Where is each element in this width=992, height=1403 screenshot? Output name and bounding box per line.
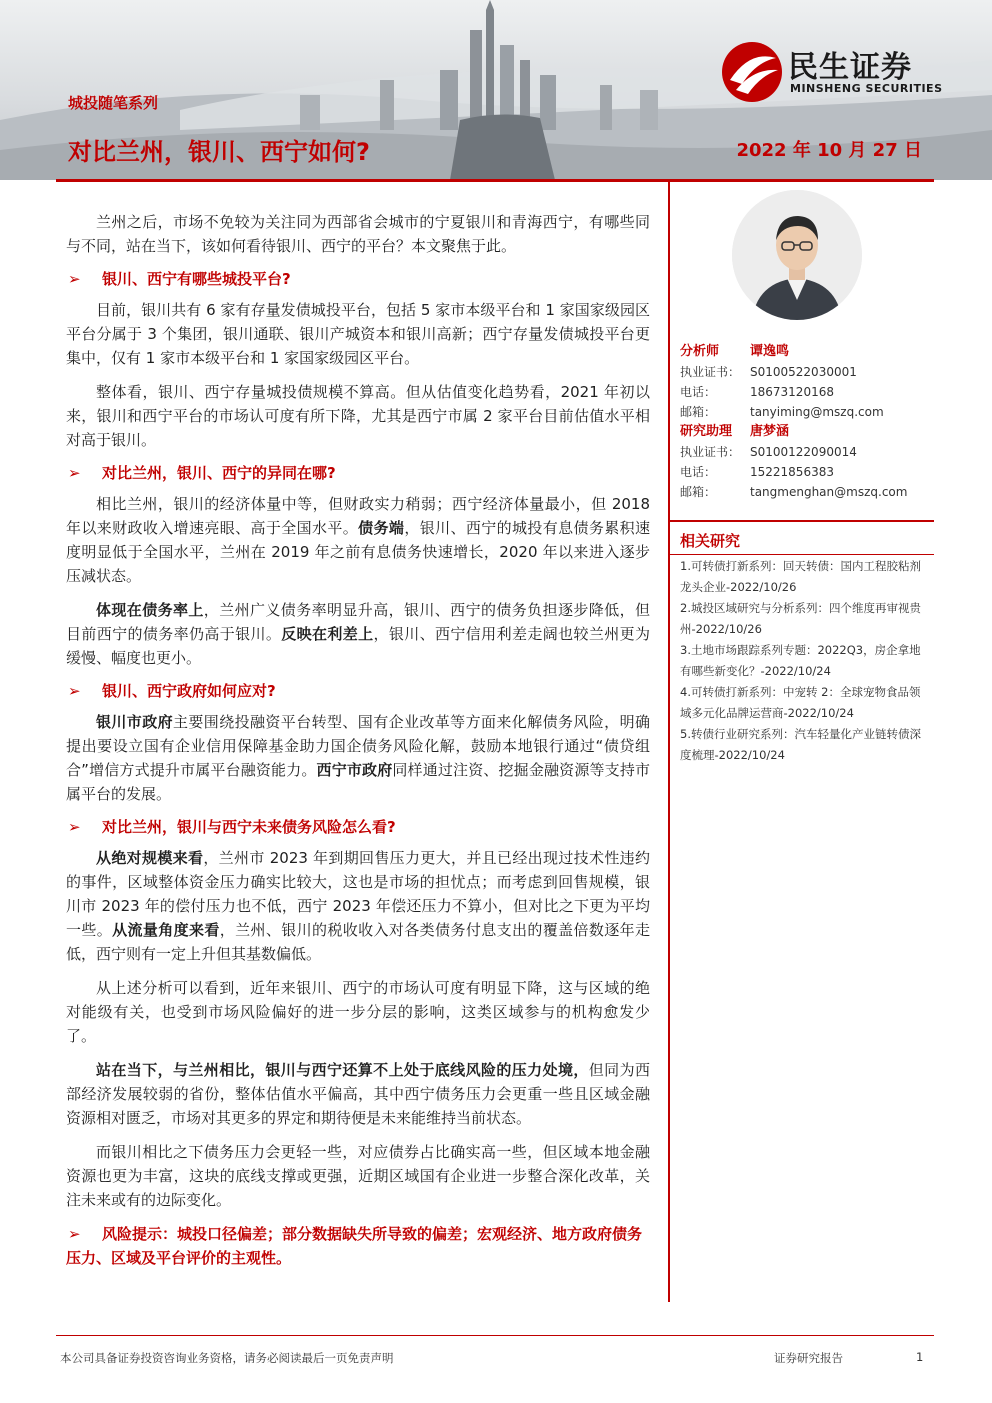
emphasis-text: 体现在债务率上 bbox=[96, 601, 204, 619]
report-header bbox=[0, 0, 992, 180]
analyst-photo bbox=[732, 190, 862, 320]
paragraph-text: ，兰州广义债务率明显升高，银川、西宁的债务负担逐步降低，但目前西宁的债务率仍高于银川。 bbox=[66, 601, 650, 643]
related-divider-top bbox=[670, 520, 934, 522]
section-heading bbox=[66, 816, 650, 838]
footer-disclaimer: 本公司具备证券投资咨询业务资格，请务必阅读最后一页免责声明 bbox=[60, 1351, 394, 1365]
footer-report-type: 证券研究报告 bbox=[774, 1351, 843, 1365]
emphasis-text: 债务端 bbox=[358, 519, 405, 537]
analyst-field-value: 15221856383 bbox=[750, 465, 834, 479]
analyst-row bbox=[680, 422, 934, 442]
paragraph-text: 同样通过注资、挖掘金融资源等支持市属平台的发展。 bbox=[66, 761, 650, 803]
risk-warning bbox=[66, 1222, 650, 1270]
report-title: 对比兰州，银川、西宁如何? bbox=[68, 138, 370, 166]
analyst-field-value: tangmenghan@mszq.com bbox=[750, 485, 908, 499]
intro-paragraph: 兰州之后，市场不免较为关注同为西部省会城市的宁夏银川和青海西宁，有哪些同与不同，站在当下，该如何看待银川、西宁的平台？本文聚焦于此。 bbox=[66, 213, 650, 255]
paragraph-text: 相比兰州，银川的经济体量中等，但财政实力稍弱；西宁经济体量最小，但 2018 年以来财政收入增速亮眼、高于全国水平。 bbox=[66, 495, 650, 537]
analyst-row bbox=[680, 402, 934, 422]
emphasis-text: 反映在利差上 bbox=[281, 625, 374, 643]
related-divider-bottom bbox=[670, 554, 934, 555]
brand-name-cn: 民生证券 bbox=[788, 50, 912, 85]
analyst-field-value: S0100122090014 bbox=[750, 445, 857, 459]
page-number: 1 bbox=[916, 1350, 924, 1364]
analyst-field-value: 谭逸鸣 bbox=[750, 344, 790, 359]
body-paragraph bbox=[66, 598, 650, 670]
analyst-field-label: 电话： bbox=[680, 385, 717, 399]
paragraph-text: ，银川、西宁的城投有息债务累积速度明显低于全国水平，兰州在 2019 年之前有息债务快速增长，2020 年以来进入逐步压减状态。 bbox=[66, 519, 650, 585]
analyst-info bbox=[680, 342, 934, 502]
analyst-field-label: 执业证书： bbox=[680, 445, 741, 459]
footer-divider bbox=[56, 1335, 934, 1336]
body-paragraph bbox=[66, 380, 650, 452]
report-date: 2022 年 10 月 27 日 bbox=[736, 140, 922, 161]
section-heading-text: 银川、西宁政府如何应对? bbox=[102, 682, 276, 700]
related-research-item[interactable]: 4.可转债打新系列：中宠转 2：全球宠物食品领域多元化品牌运营商-2022/10/24 bbox=[680, 685, 921, 720]
emphasis-text: 站在当下，与兰州相比，银川与西宁还算不上处于底线风险的压力处境， bbox=[96, 1061, 589, 1079]
section-heading bbox=[66, 462, 650, 484]
series-name: 城投随笔系列 bbox=[68, 94, 159, 112]
minsheng-logo-icon bbox=[720, 40, 784, 104]
arrow-icon: ➢ bbox=[68, 1225, 81, 1243]
related-research-title: 相关研究 bbox=[680, 532, 741, 550]
analyst-row bbox=[680, 342, 934, 362]
section-heading-text: 银川、西宁有哪些城投平台? bbox=[102, 270, 291, 288]
sections bbox=[66, 268, 650, 1212]
analyst-field-value: 18673120168 bbox=[750, 385, 834, 399]
emphasis-text: 银川市政府 bbox=[96, 713, 173, 731]
arrow-icon: ➢ bbox=[68, 682, 81, 700]
paragraph-text: 但同为西部经济发展较弱的省份，整体估值水平偏高，其中西宁债务压力会更重一些且区域金融资源相对匮乏，市场对其更多的界定和期待便是未来能维持当前状态。 bbox=[66, 1061, 650, 1127]
analyst-field-label: 研究助理 bbox=[680, 424, 733, 439]
paragraph-text: 整体看，银川、西宁存量城投债规模不算高。但从估值变化趋势看，2021 年初以来，银川和西宁平台的市场认可度有所下降，尤其是西宁市属 2 家平台目前估值水平相对高于银川。 bbox=[66, 383, 650, 449]
paragraph-text: 目前，银川共有 6 家有存量发债城投平台，包括 5 家市本级平台和 1 家国家级园区平台分属于 3 个集团，银川通联、银川产城资本和银川高新；西宁存量发债城投平台更集中，仅有 1 家市本级平台和 1 家国家级园区平台。 bbox=[66, 301, 650, 367]
analyst-avatar-icon bbox=[732, 190, 862, 320]
section-heading-text: 对比兰州，银川与西宁未来债务风险怎么看? bbox=[102, 818, 396, 836]
section-heading bbox=[66, 680, 650, 702]
column-divider bbox=[668, 182, 670, 1302]
emphasis-text: 西宁市政府 bbox=[316, 761, 393, 779]
analyst-field-value: 唐梦涵 bbox=[750, 424, 790, 439]
paragraph-text: ，兰州市 2023 年到期回售压力更大，并且已经出现过技术性违约的事件，区域整体资金压力确实比较大，这也是市场的担忧点；而考虑到回售规模，银川市 2023 年的偿付压力也不低，西宁 2023 年偿还压力不算小，但对比之下更为平均一些。 bbox=[66, 849, 650, 939]
analyst-row bbox=[680, 382, 934, 402]
paragraph-text: ，兰州、银川的税收收入对各类债务付息支出的覆盖倍数逐年走低，西宁则有一定上升但其基数偏低。 bbox=[66, 921, 650, 963]
risk-text: 城投口径偏差；部分数据缺失所导致的偏差；宏观经济、地方政府债务压力、区域及平台评价的主观性。 bbox=[66, 1225, 643, 1267]
arrow-icon: ➢ bbox=[68, 270, 81, 288]
related-research-item[interactable]: 5.转债行业研究系列：汽车轻量化产业链转债深度梳理-2022/10/24 bbox=[680, 727, 921, 762]
related-research-item[interactable]: 1.可转债打新系列：回天转债：国内工程胶粘剂龙头企业-2022/10/26 bbox=[680, 559, 921, 594]
company-logo bbox=[720, 40, 970, 104]
related-research-item[interactable]: 3.土地市场跟踪系列专题：2022Q3，房企拿地有哪些新变化？-2022/10/24 bbox=[680, 643, 921, 678]
analyst-row bbox=[680, 362, 934, 382]
analyst-field-label: 电话： bbox=[680, 465, 717, 479]
emphasis-text: 从流量角度来看 bbox=[112, 921, 220, 939]
paragraph-text: 而银川相比之下债务压力会更轻一些，对应债券占比确实高一些，但区域本地金融资源也更为丰富，这块的底线支撑或更强，近期区域国有企业进一步整合深化改革，关注未来或有的边际变化。 bbox=[66, 1143, 650, 1209]
analyst-field-label: 执业证书： bbox=[680, 365, 741, 379]
risk-label: 风险提示： bbox=[102, 1225, 178, 1243]
body-paragraph bbox=[66, 298, 650, 370]
body-paragraph bbox=[66, 846, 650, 966]
main-content bbox=[66, 210, 650, 1270]
body-paragraph bbox=[66, 976, 650, 1048]
analyst-field-label: 分析师 bbox=[680, 344, 720, 359]
brand-name-en: MINSHENG SECURITIES bbox=[790, 82, 943, 95]
body-paragraph bbox=[66, 1058, 650, 1130]
analyst-field-label: 邮箱： bbox=[680, 485, 717, 499]
related-research-list bbox=[680, 556, 930, 766]
section-heading-text: 对比兰州，银川、西宁的异同在哪? bbox=[102, 464, 336, 482]
header-divider bbox=[56, 179, 934, 182]
analyst-field-value: tanyiming@mszq.com bbox=[750, 405, 884, 419]
analyst-row bbox=[680, 442, 934, 462]
analyst-field-value: S0100522030001 bbox=[750, 365, 857, 379]
arrow-icon: ➢ bbox=[68, 464, 81, 482]
analyst-row bbox=[680, 482, 934, 502]
body-paragraph bbox=[66, 710, 650, 806]
body-paragraph bbox=[66, 1140, 650, 1212]
paragraph-text: ，银川、西宁信用利差走阔也较兰州更为缓慢、幅度也更小。 bbox=[66, 625, 650, 667]
emphasis-text: 从绝对规模来看 bbox=[96, 849, 204, 867]
body-paragraph bbox=[66, 492, 650, 588]
analyst-field-label: 邮箱： bbox=[680, 405, 717, 419]
analyst-row bbox=[680, 462, 934, 482]
section-heading bbox=[66, 268, 650, 290]
related-research-item[interactable]: 2.城投区域研究与分析系列：四个维度再审视贵州-2022/10/26 bbox=[680, 601, 921, 636]
arrow-icon: ➢ bbox=[68, 818, 81, 836]
paragraph-text: 主要围绕投融资平台转型、国有企业改革等方面来化解债务风险，明确提出要设立国有企业信用保障基金助力国企债务风险化解，鼓励本地银行通过“债贷组合”增信方式提升市属平台融资能力。 bbox=[66, 713, 650, 779]
paragraph-text: 从上述分析可以看到，近年来银川、西宁的市场认可度有明显下降，这与区域的绝对能级有关，也受到市场风险偏好的进一步分层的影响，这类区域参与的机构愈发少了。 bbox=[66, 979, 650, 1045]
